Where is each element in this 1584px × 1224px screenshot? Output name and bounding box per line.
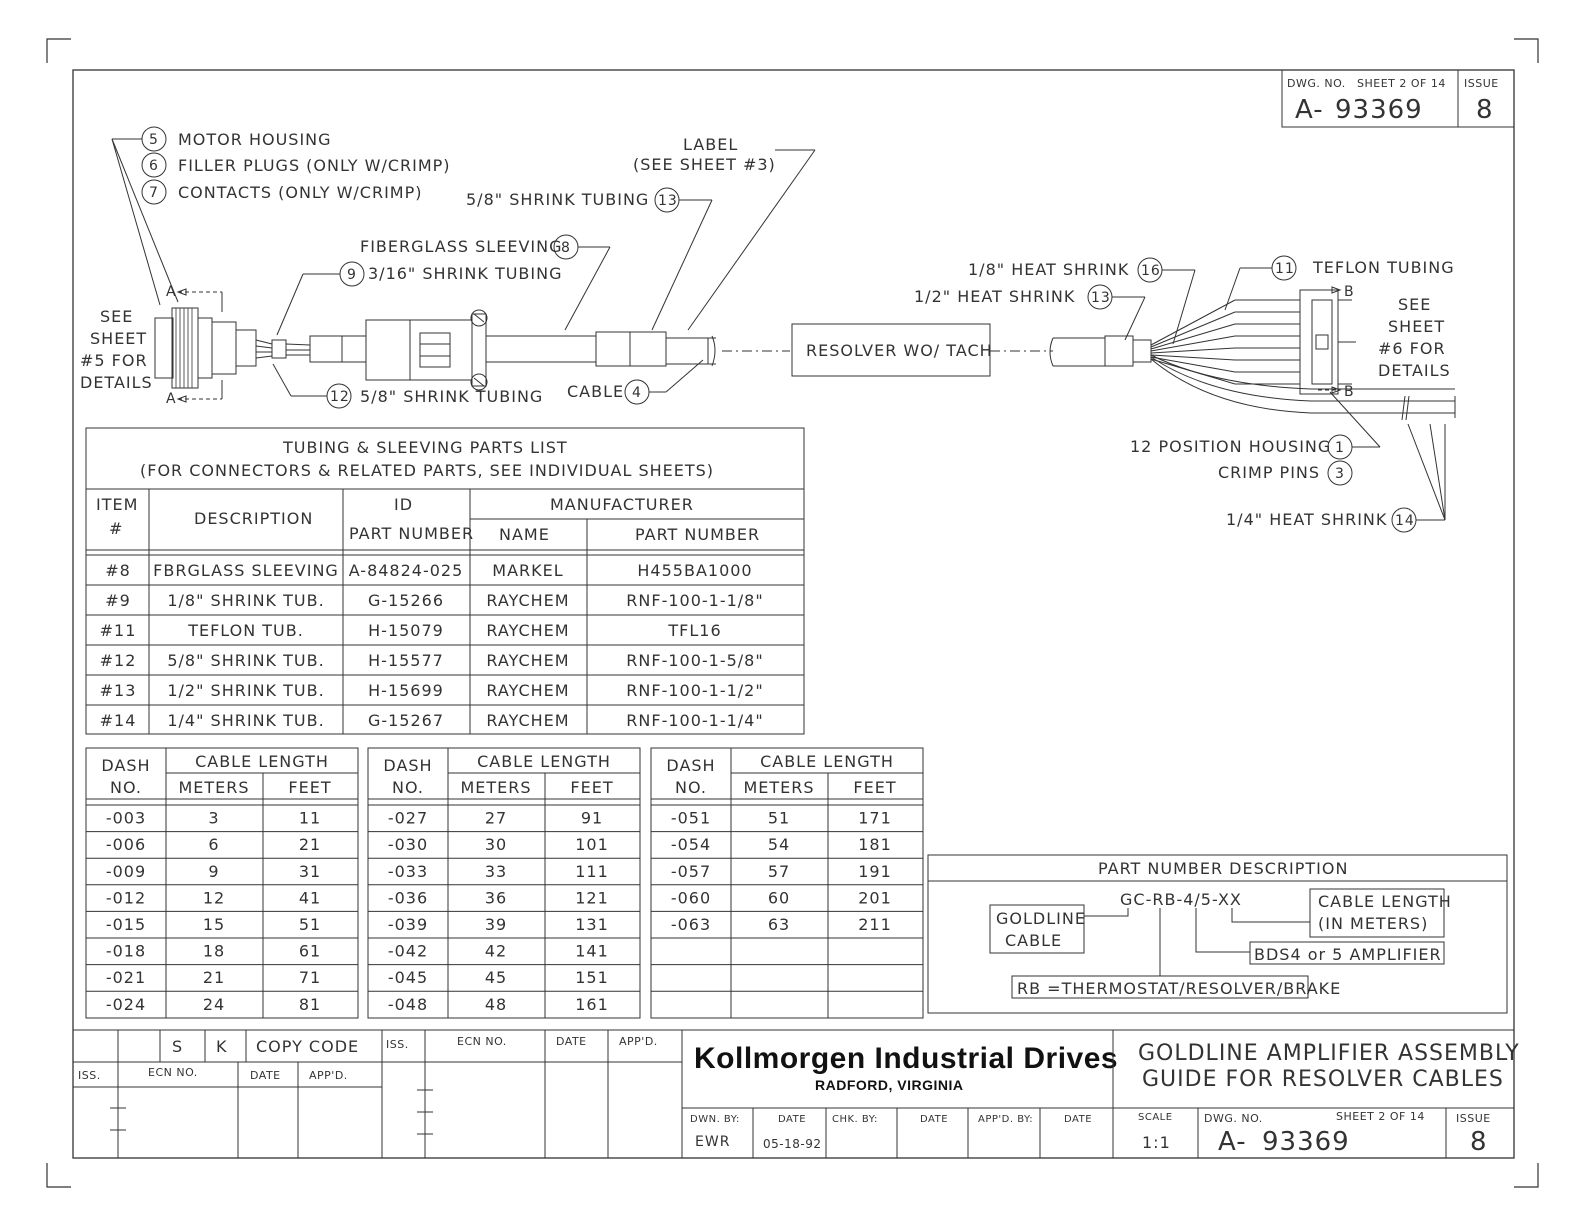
parts-cell-r1-c3: RAYCHEM <box>486 591 570 610</box>
feet-cell: 21 <box>298 835 322 855</box>
parts-cell-r4-c1: 1/2" SHRINK TUB. <box>167 681 325 700</box>
dash-no-cell: -018 <box>105 941 147 961</box>
dash-table-1 <box>86 748 358 1018</box>
parts-cell-r4-c2: H-15699 <box>368 681 444 700</box>
feet-cell: 81 <box>298 994 322 1014</box>
feet-cell: 151 <box>575 968 609 988</box>
callout-13b-number: 13 <box>1091 290 1111 306</box>
callout-11-number: 11 <box>1275 261 1295 277</box>
sheet-label: SHEET 2 OF 14 <box>1357 77 1446 90</box>
pnd-title: PART NUMBER DESCRIPTION <box>1098 859 1349 878</box>
rev-ecn-top: ECN NO. <box>457 1035 507 1048</box>
title-block <box>682 1030 1520 1158</box>
callout-8-text: FIBERGLASS SLEEVING <box>360 237 563 256</box>
callout-6-number: 6 <box>149 158 159 174</box>
top-dwg-block <box>1282 70 1514 127</box>
section-a-bottom: A <box>166 391 177 407</box>
meters-cell: 57 <box>767 861 791 881</box>
rev-s: S <box>172 1037 184 1056</box>
callout-7-text: CONTACTS (ONLY W/CRIMP) <box>178 183 423 202</box>
dash-no-cell: -048 <box>387 994 429 1014</box>
parts-list-title: TUBING & SLEEVING PARTS LIST <box>283 438 568 457</box>
dash-tables <box>86 748 923 1018</box>
meters-cell: 33 <box>484 861 508 881</box>
parts-cell-r1-c0: #9 <box>105 591 131 610</box>
dwn-by-label: DWN. BY: <box>690 1114 740 1125</box>
bottom-issue-value: 8 <box>1470 1127 1488 1157</box>
parts-cell-r1-c2: G-15266 <box>367 591 445 610</box>
callout-12-number: 12 <box>330 389 350 405</box>
company-location: RADFORD, VIRGINIA <box>815 1077 964 1093</box>
meters-cell: 27 <box>484 808 508 828</box>
callout-5-number: 5 <box>149 132 159 148</box>
header-item: ITEM <box>96 495 139 514</box>
callout-3-number: 3 <box>1335 466 1345 482</box>
header-description: DESCRIPTION <box>194 509 314 528</box>
feet-cell: 51 <box>298 915 322 934</box>
meters-cell: 48 <box>484 994 508 1014</box>
parts-cell-r2-c3: RAYCHEM <box>486 621 570 640</box>
header-manufacturer: MANUFACTURER <box>550 495 694 514</box>
rev-ecn-left: ECN NO. <box>148 1066 198 1079</box>
rev-appd-left: APP'D. <box>309 1069 348 1082</box>
meters-header: METERS <box>178 778 250 797</box>
connector-assembly-left <box>80 127 815 408</box>
pnd-rb: RB =THERMOSTAT/RESOLVER/BRAKE <box>1017 979 1342 998</box>
dash-no-cell: -057 <box>670 861 712 881</box>
section-b-bottom: B <box>1344 384 1355 400</box>
see-sheet6-line2: SHEET <box>1388 317 1446 336</box>
parts-cell-r2-c1: TEFLON TUB. <box>188 621 304 640</box>
pnd-code: GC-RB-4/5-XX <box>1120 890 1242 909</box>
parts-list-table <box>86 428 804 734</box>
dash-no-cell: -006 <box>105 835 147 855</box>
dash-table-2 <box>368 748 640 1018</box>
feet-header: FEET <box>853 778 897 797</box>
scale-label: SCALE <box>1138 1112 1173 1123</box>
pnd-goldline-1: GOLDLINE <box>996 909 1086 928</box>
section-a-top: A <box>166 284 177 300</box>
dash-table-3 <box>651 748 923 1018</box>
header-id: ID <box>394 495 414 514</box>
label-callout-line2: (SEE SHEET #3) <box>633 155 776 174</box>
resolver-label: RESOLVER WO/ TACH <box>806 341 993 360</box>
issue-value: 8 <box>1476 95 1494 125</box>
feet-cell: 121 <box>575 888 609 908</box>
dash-no-cell: -033 <box>387 861 429 881</box>
resolver-box <box>792 324 1053 376</box>
dash-no-cell: -009 <box>105 861 147 881</box>
feet-header: FEET <box>288 778 332 797</box>
chk-by-label: CHK. BY: <box>832 1114 878 1125</box>
feet-cell: 91 <box>580 808 604 828</box>
meters-cell: 63 <box>767 915 791 934</box>
parts-cell-r5-c4: RNF-100-1-1/4" <box>626 711 764 730</box>
see-sheet5-line3: #5 FOR <box>80 351 148 370</box>
company-name: Kollmorgen Industrial Drives <box>694 1042 1119 1075</box>
issue-label: ISSUE <box>1464 77 1499 90</box>
parts-cell-r1-c1: 1/8" SHRINK TUB. <box>167 591 325 610</box>
meters-cell: 54 <box>767 835 791 855</box>
parts-list-subtitle: (FOR CONNECTORS & RELATED PARTS, SEE INDIVIDUAL SHEETS) <box>140 461 715 480</box>
see-sheet6-line3: #6 FOR <box>1378 339 1446 358</box>
dwg-no-label: DWG. NO. <box>1287 77 1346 90</box>
parts-cell-r3-c0: #12 <box>99 651 137 670</box>
meters-cell: 30 <box>484 835 508 855</box>
callout-14-number: 14 <box>1395 513 1415 529</box>
section-b-top: B <box>1344 284 1355 300</box>
meters-cell: 3 <box>208 808 220 828</box>
cable-length-header: CABLE LENGTH <box>760 752 894 771</box>
callout-14-text: 1/4" HEAT SHRINK <box>1226 510 1388 529</box>
scale-value: 1:1 <box>1142 1133 1171 1152</box>
label-callout-line1: LABEL <box>683 135 739 154</box>
dash-no-cell: -063 <box>670 915 712 934</box>
meters-cell: 18 <box>202 941 226 961</box>
feet-cell: 101 <box>575 835 609 855</box>
bottom-dwg-prefix: A- <box>1218 1127 1247 1157</box>
meters-cell: 39 <box>484 915 508 934</box>
parts-cell-r0-c3: MARKEL <box>492 561 564 580</box>
parts-cell-r5-c3: RAYCHEM <box>486 711 570 730</box>
callout-6-text: FILLER PLUGS (ONLY W/CRIMP) <box>178 156 451 175</box>
part-number-description <box>928 855 1507 1013</box>
dash-no-cell: -036 <box>387 888 429 908</box>
meters-cell: 21 <box>202 968 226 988</box>
parts-cell-r1-c4: RNF-100-1-1/8" <box>626 591 764 610</box>
parts-cell-r0-c2: A-84824-025 <box>348 561 464 580</box>
appd-date-label: DATE <box>1064 1114 1093 1125</box>
callout-13a-number: 13 <box>658 193 678 209</box>
callout-9-number: 9 <box>347 267 357 283</box>
pnd-cable-length-1: CABLE LENGTH <box>1318 892 1452 911</box>
feet-cell: 161 <box>575 994 609 1014</box>
dash-no-cell: -021 <box>105 968 147 988</box>
bottom-dwg-no-label: DWG. NO. <box>1204 1112 1263 1125</box>
parts-cell-r2-c0: #11 <box>99 621 137 640</box>
feet-cell: 31 <box>298 861 322 881</box>
meters-cell: 6 <box>208 835 220 855</box>
dwg-number: 93369 <box>1335 95 1423 125</box>
dash-no-cell: -024 <box>105 994 147 1014</box>
dash-no-cell: -015 <box>105 915 147 934</box>
dwg-prefix: A- <box>1295 95 1324 125</box>
bottom-dwg-number: 93369 <box>1262 1127 1350 1157</box>
appd-by-label: APP'D. BY: <box>978 1114 1034 1125</box>
feet-cell: 181 <box>858 835 892 855</box>
meters-header: METERS <box>743 778 815 797</box>
feet-cell: 11 <box>298 808 322 828</box>
cable-length-header: CABLE LENGTH <box>477 752 611 771</box>
meters-cell: 36 <box>484 888 508 908</box>
header-mfr-name: NAME <box>499 525 550 544</box>
feet-cell: 211 <box>858 915 892 934</box>
parts-cell-r5-c1: 1/4" SHRINK TUB. <box>167 711 325 730</box>
bottom-sheet-label: SHEET 2 OF 14 <box>1336 1110 1425 1123</box>
dwn-by-value: EWR <box>695 1134 731 1150</box>
feet-cell: 71 <box>298 968 322 988</box>
callout-3-text: CRIMP PINS <box>1218 463 1321 482</box>
parts-cell-r4-c3: RAYCHEM <box>486 681 570 700</box>
drawing-title-line1: GOLDLINE AMPLIFIER ASSEMBLY <box>1138 1041 1520 1066</box>
see-sheet6-line1: SEE <box>1398 295 1432 314</box>
dash-no-cell: -030 <box>387 835 429 855</box>
dash-no-cell: -039 <box>387 915 429 934</box>
dash-no-cell: -051 <box>670 808 712 828</box>
meters-cell: 42 <box>484 941 508 961</box>
parts-cell-r5-c2: G-15267 <box>367 711 445 730</box>
rev-iss-top: ISS. <box>386 1038 409 1051</box>
see-sheet5-line4: DETAILS <box>80 373 153 392</box>
dash-no-cell: -045 <box>387 968 429 988</box>
date-value: 05-18-92 <box>763 1137 822 1151</box>
pnd-goldline-2: CABLE <box>1005 931 1063 950</box>
dash-header: DASH <box>383 756 433 775</box>
meters-cell: 60 <box>767 888 791 908</box>
pnd-cable-length-2: (IN METERS) <box>1318 914 1429 933</box>
bottom-issue-label: ISSUE <box>1456 1112 1491 1125</box>
see-sheet6-line4: DETAILS <box>1378 361 1451 380</box>
connector-assembly-right <box>914 256 1455 532</box>
rev-date-left: DATE <box>250 1069 281 1082</box>
parts-cell-r3-c2: H-15577 <box>368 651 444 670</box>
callout-12-text: 5/8" SHRINK TUBING <box>360 387 544 406</box>
meters-cell: 51 <box>767 808 791 828</box>
header-item-hash: # <box>109 519 124 538</box>
meters-cell: 9 <box>208 861 220 881</box>
dash-no-header: NO. <box>675 778 707 797</box>
meters-header: METERS <box>460 778 532 797</box>
parts-cell-r5-c0: #14 <box>99 711 137 730</box>
callout-8-number: 8 <box>561 240 571 256</box>
crop-marks <box>47 39 1538 1187</box>
callout-13b-text: 1/2" HEAT SHRINK <box>914 287 1076 306</box>
feet-cell: 171 <box>858 808 892 828</box>
dash-no-cell: -042 <box>387 941 429 961</box>
callout-16-text: 1/8" HEAT SHRINK <box>968 260 1130 279</box>
parts-cell-r3-c1: 5/8" SHRINK TUB. <box>167 651 325 670</box>
callout-4-number: 4 <box>632 385 642 401</box>
rev-appd-top: APP'D. <box>619 1035 658 1048</box>
dash-header: DASH <box>666 756 716 775</box>
parts-cell-r0-c1: FBRGLASS SLEEVING <box>153 561 339 580</box>
parts-cell-r3-c3: RAYCHEM <box>486 651 570 670</box>
parts-cell-r0-c0: #8 <box>105 561 131 580</box>
cable-length-header: CABLE LENGTH <box>195 752 329 771</box>
dash-no-cell: -012 <box>105 888 147 908</box>
drawing-title-line2: GUIDE FOR RESOLVER CABLES <box>1142 1067 1504 1092</box>
feet-cell: 191 <box>858 861 892 881</box>
parts-cell-r2-c4: TFL16 <box>668 621 722 640</box>
parts-cell-r4-c0: #13 <box>99 681 137 700</box>
see-sheet5-line2: SHEET <box>90 329 148 348</box>
dash-no-cell: -003 <box>105 808 147 828</box>
see-sheet5-line1: SEE <box>100 307 134 326</box>
feet-cell: 41 <box>298 888 322 908</box>
feet-cell: 111 <box>575 861 609 881</box>
rev-date-top: DATE <box>556 1035 587 1048</box>
dash-no-cell: -027 <box>387 808 429 828</box>
parts-cell-r2-c2: H-15079 <box>368 621 444 640</box>
feet-cell: 201 <box>858 888 892 908</box>
rev-iss-left: ISS. <box>78 1069 101 1082</box>
feet-cell: 61 <box>298 941 322 961</box>
feet-cell: 131 <box>575 915 609 934</box>
feet-header: FEET <box>570 778 614 797</box>
parts-cell-r3-c4: RNF-100-1-5/8" <box>626 651 764 670</box>
callout-4-text: CABLE <box>567 382 625 401</box>
callout-7-number: 7 <box>149 185 159 201</box>
meters-cell: 24 <box>202 994 226 1014</box>
dash-header: DASH <box>101 756 151 775</box>
callout-1-number: 1 <box>1335 440 1345 456</box>
meters-cell: 12 <box>202 888 226 908</box>
parts-list-rows <box>86 561 804 730</box>
date-label: DATE <box>778 1114 807 1125</box>
dash-no-cell: -054 <box>670 835 712 855</box>
dash-no-header: NO. <box>110 778 142 797</box>
dash-no-header: NO. <box>392 778 424 797</box>
callout-5-text: MOTOR HOUSING <box>178 130 332 149</box>
header-id-part-number: PART NUMBER <box>349 524 475 543</box>
parts-cell-r4-c4: RNF-100-1-1/2" <box>626 681 764 700</box>
rev-copy-code: COPY CODE <box>256 1037 360 1056</box>
callout-9-text: 3/16" SHRINK TUBING <box>368 264 563 283</box>
dash-no-cell: -060 <box>670 888 712 908</box>
callout-16-number: 16 <box>1141 263 1161 279</box>
meters-cell: 45 <box>484 968 508 988</box>
header-mfr-part-number: PART NUMBER <box>635 525 761 544</box>
parts-cell-r0-c4: H455BA1000 <box>637 561 753 580</box>
pnd-bds: BDS4 or 5 AMPLIFIER <box>1254 945 1442 964</box>
meters-cell: 15 <box>202 915 226 934</box>
rev-k: K <box>216 1037 228 1056</box>
chk-date-label: DATE <box>920 1114 949 1125</box>
callout-11-text: TEFLON TUBING <box>1313 258 1455 277</box>
feet-cell: 141 <box>575 941 609 961</box>
callout-1-text: 12 POSITION HOUSING <box>1130 437 1332 456</box>
callout-13a-text: 5/8" SHRINK TUBING <box>466 190 650 209</box>
